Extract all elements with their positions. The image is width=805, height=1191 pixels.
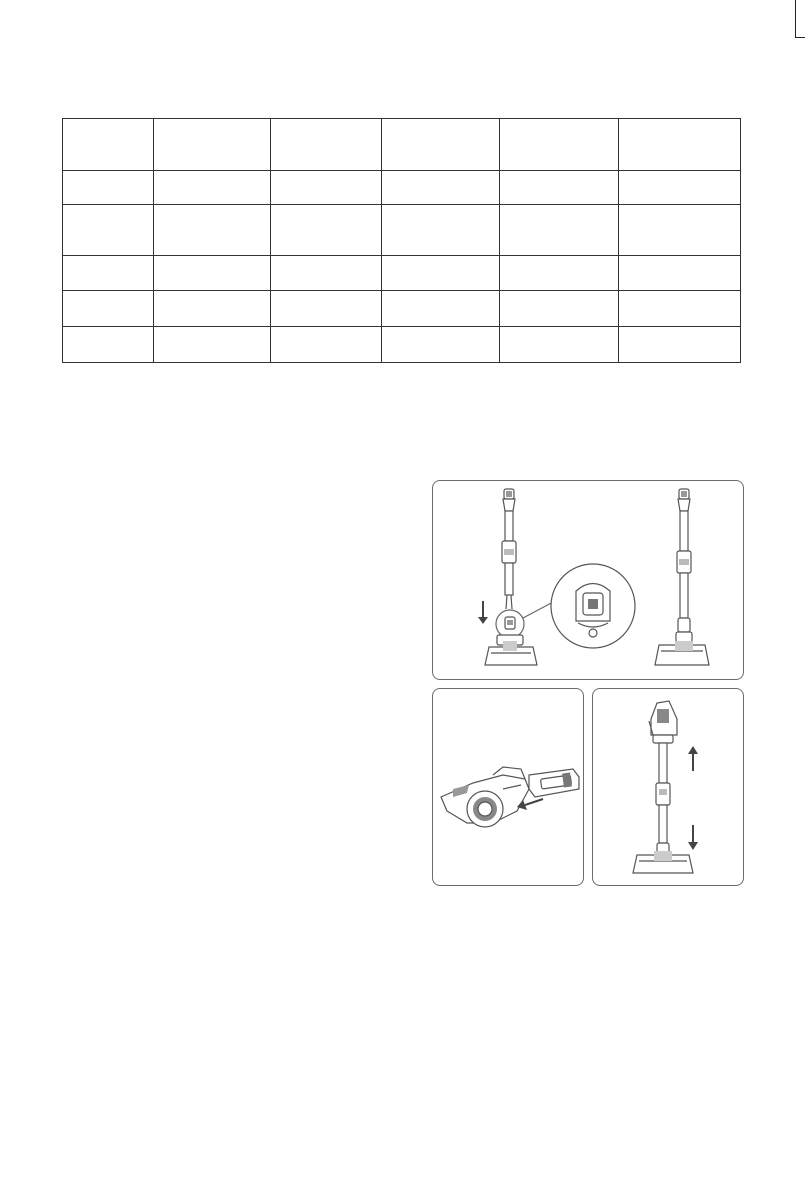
attach-tube-figure	[432, 480, 744, 680]
table-row	[63, 205, 741, 256]
handheld-battery-figure	[432, 688, 584, 886]
table-cell	[270, 291, 381, 327]
battery-pack	[529, 769, 579, 797]
table-cell	[382, 291, 500, 327]
table-cell	[619, 119, 741, 171]
table-row	[63, 171, 741, 205]
table-cell	[619, 327, 741, 363]
crop-mark-vertical	[795, 0, 796, 38]
table-cell	[382, 171, 500, 205]
table-cell	[499, 171, 619, 205]
table-cell	[382, 205, 500, 256]
table-row	[63, 256, 741, 291]
crop-mark-horizontal	[795, 37, 805, 38]
table-row	[63, 119, 741, 171]
table-cell	[270, 119, 381, 171]
table-cell	[499, 256, 619, 291]
stick-vacuum	[633, 701, 693, 873]
up-arrow-icon	[688, 746, 698, 771]
table-cell	[499, 205, 619, 256]
crop-mark	[795, 0, 805, 92]
table-cell	[270, 327, 381, 363]
table-cell	[382, 256, 500, 291]
table-cell	[154, 291, 271, 327]
table-cell	[270, 256, 381, 291]
table-cell	[270, 205, 381, 256]
table-cell	[499, 119, 619, 171]
down-arrow-icon	[478, 601, 488, 624]
detach-figure	[592, 688, 744, 886]
table-cell	[154, 327, 271, 363]
table-cell	[619, 205, 741, 256]
handheld-vacuum	[441, 767, 529, 827]
assembled-stick-vacuum	[655, 489, 709, 665]
connector-detail-magnifier	[551, 564, 635, 648]
extension-tube	[502, 489, 516, 609]
detach-illustration	[593, 689, 743, 885]
table-cell	[63, 291, 154, 327]
table-cell	[63, 256, 154, 291]
table-cell	[63, 171, 154, 205]
table-cell	[154, 171, 271, 205]
table-cell	[382, 327, 500, 363]
table-cell	[63, 119, 154, 171]
table-row	[63, 327, 741, 363]
table-cell	[63, 205, 154, 256]
handheld-battery-illustration	[433, 689, 583, 885]
table-cell	[619, 171, 741, 205]
table-cell	[619, 291, 741, 327]
table-cell	[270, 171, 381, 205]
table-cell	[382, 119, 500, 171]
spec-table	[62, 118, 741, 363]
floor-brush	[485, 610, 537, 665]
table-cell	[499, 327, 619, 363]
table-cell	[154, 205, 271, 256]
table-cell	[154, 119, 271, 171]
down-arrow-icon	[688, 825, 698, 850]
table-cell	[619, 256, 741, 291]
attach-tube-illustration	[433, 481, 743, 679]
table-row	[63, 291, 741, 327]
table-cell	[63, 327, 154, 363]
spec-table-body	[63, 119, 741, 363]
table-cell	[154, 256, 271, 291]
table-cell	[499, 291, 619, 327]
